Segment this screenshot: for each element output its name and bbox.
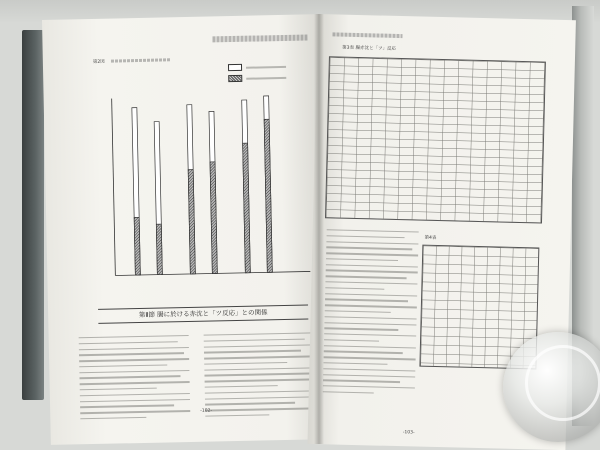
left-column-text (79, 335, 191, 424)
figure-title: 第2図 (92, 59, 105, 65)
book-cover-left (22, 30, 44, 400)
page-number: -103- (402, 430, 415, 436)
figure-legend (228, 62, 306, 82)
book-gutter (314, 14, 324, 444)
page-number: -102- (200, 408, 213, 414)
bar-hatched (243, 143, 251, 273)
bar-hatched (210, 162, 217, 274)
running-header (332, 32, 402, 38)
legend-swatch-hatched (228, 75, 242, 82)
y-axis (112, 99, 116, 276)
legend-swatch-white (228, 64, 242, 71)
bar-chart (101, 86, 315, 290)
table-caption: 第3表 腸赤沈と「ツ」反応 (342, 45, 397, 52)
running-header (212, 34, 307, 42)
bar-hatched (156, 224, 162, 274)
left-page (42, 14, 329, 445)
table-section-label: 第4表 (424, 235, 437, 241)
bar-hatched (188, 169, 195, 273)
section-heading: 第Ⅱ節 腸に於ける赤沈と「ツ反応」との関係 (98, 304, 308, 323)
glass-paperweight-rim (525, 345, 600, 421)
figure-title-text (111, 58, 171, 62)
data-table (325, 56, 546, 223)
bar-hatched (134, 217, 140, 275)
right-column-text (204, 332, 316, 421)
bar-hatched (264, 119, 272, 272)
right-page-text-col1 (323, 229, 419, 399)
